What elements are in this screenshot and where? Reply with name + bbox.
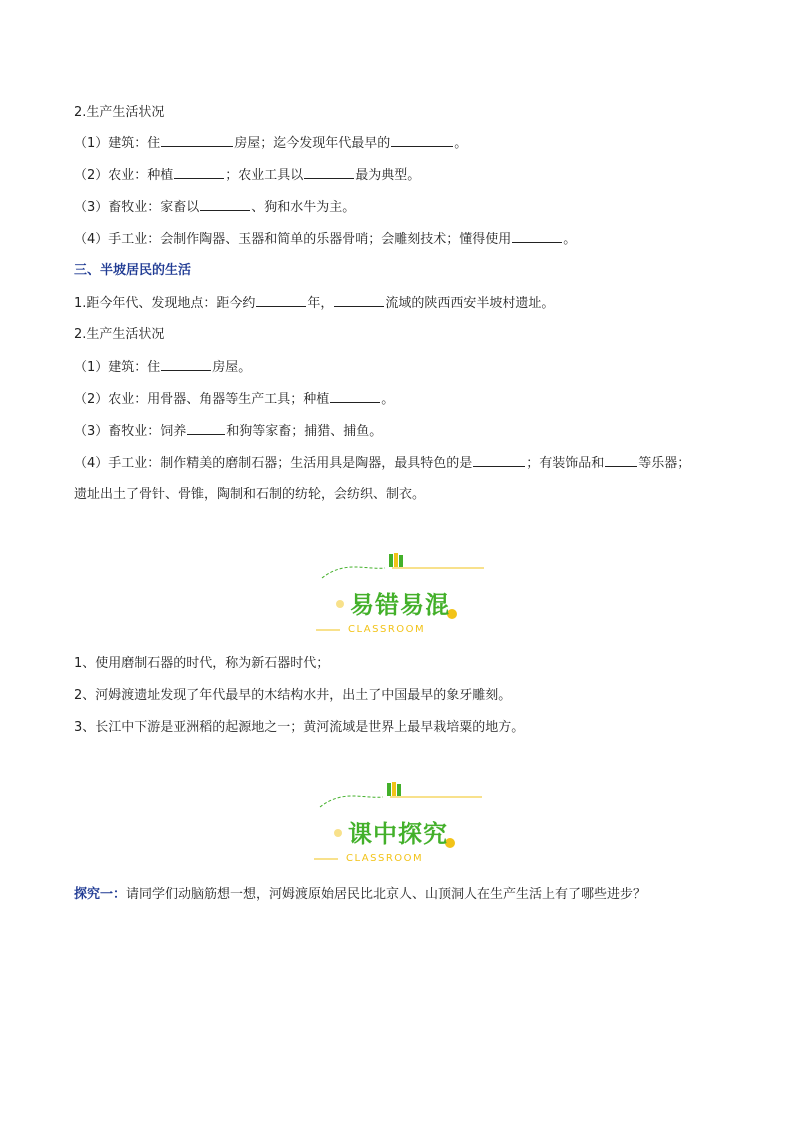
- explore-text: 请同学们动脑筋想一想，河姆渡原始居民比北京人、山顶洞人在生产生活上有了哪些进步？: [126, 887, 647, 902]
- fill-blank[interactable]: [330, 390, 380, 403]
- fill-blank[interactable]: [256, 294, 306, 307]
- fill-blank[interactable]: [304, 166, 354, 179]
- list-item: （2）农业：用骨器、角器等生产工具；种植 。: [74, 392, 395, 407]
- fill-blank[interactable]: [334, 294, 384, 307]
- books-icon: [389, 553, 403, 567]
- section-heading: 三、半坡居民的生活: [74, 263, 192, 278]
- list-item: （3）畜牧业：饲养 和狗等家畜；捕猎、捕鱼。: [74, 424, 383, 439]
- list-item: （2）农业：种植 ；农业工具以 最为典型。: [74, 168, 421, 183]
- section-banner-errors: [0, 548, 794, 638]
- list-item: 1.距今年代、发现地点：距今约 年， 流域的陕西西安半坡村遗址。: [74, 296, 555, 311]
- section-title: 2.生产生活状况: [74, 105, 165, 120]
- fill-blank[interactable]: [391, 134, 453, 147]
- explore-question: [74, 886, 646, 904]
- section-banner-explore: [0, 777, 794, 867]
- fill-blank[interactable]: [473, 454, 525, 467]
- explore-label: 探究一：: [74, 887, 127, 902]
- banner-subtitle: CLASSROOM: [346, 853, 424, 864]
- fill-blank[interactable]: [605, 454, 637, 467]
- list-item: 遗址出土了骨针、骨锥，陶制和石制的纺轮，会纺织、制衣。: [74, 487, 426, 502]
- section-title: 2.生产生活状况: [74, 327, 165, 342]
- list-item: 1、使用磨制石器的时代，称为新石器时代；: [74, 656, 330, 671]
- fill-blank[interactable]: [161, 358, 211, 371]
- fill-blank[interactable]: [187, 422, 225, 435]
- fill-blank[interactable]: [161, 134, 233, 147]
- list-item: （4）手工业：制作精美的磨制石器；生活用具是陶器，最具特色的是 ；有装饰品和 等乐器；: [74, 456, 691, 471]
- list-item: （1）建筑：住 房屋；迄今发现年代最早的 。: [74, 136, 468, 151]
- banner-title: 易错易混: [350, 591, 450, 619]
- list-item: （3）畜牧业：家畜以 、狗和水牛为主。: [74, 200, 356, 215]
- banner-title: 课中探究: [348, 820, 448, 848]
- banner-subtitle: CLASSROOM: [348, 624, 426, 635]
- list-item: （1）建筑：住 房屋。: [74, 360, 252, 375]
- books-icon: [387, 782, 401, 796]
- fill-blank[interactable]: [200, 198, 250, 211]
- list-item: 2、河姆渡遗址发现了年代最早的木结构水井，出土了中国最早的象牙雕刻。: [74, 688, 512, 703]
- list-item: 3、长江中下游是亚洲稻的起源地之一；黄河流域是世界上最早栽培粟的地方。: [74, 720, 525, 735]
- list-item: （4）手工业：会制作陶器、玉器和简单的乐器骨哨；会雕刻技术；懂得使用 。: [74, 232, 577, 247]
- fill-blank[interactable]: [174, 166, 224, 179]
- fill-blank[interactable]: [512, 230, 562, 243]
